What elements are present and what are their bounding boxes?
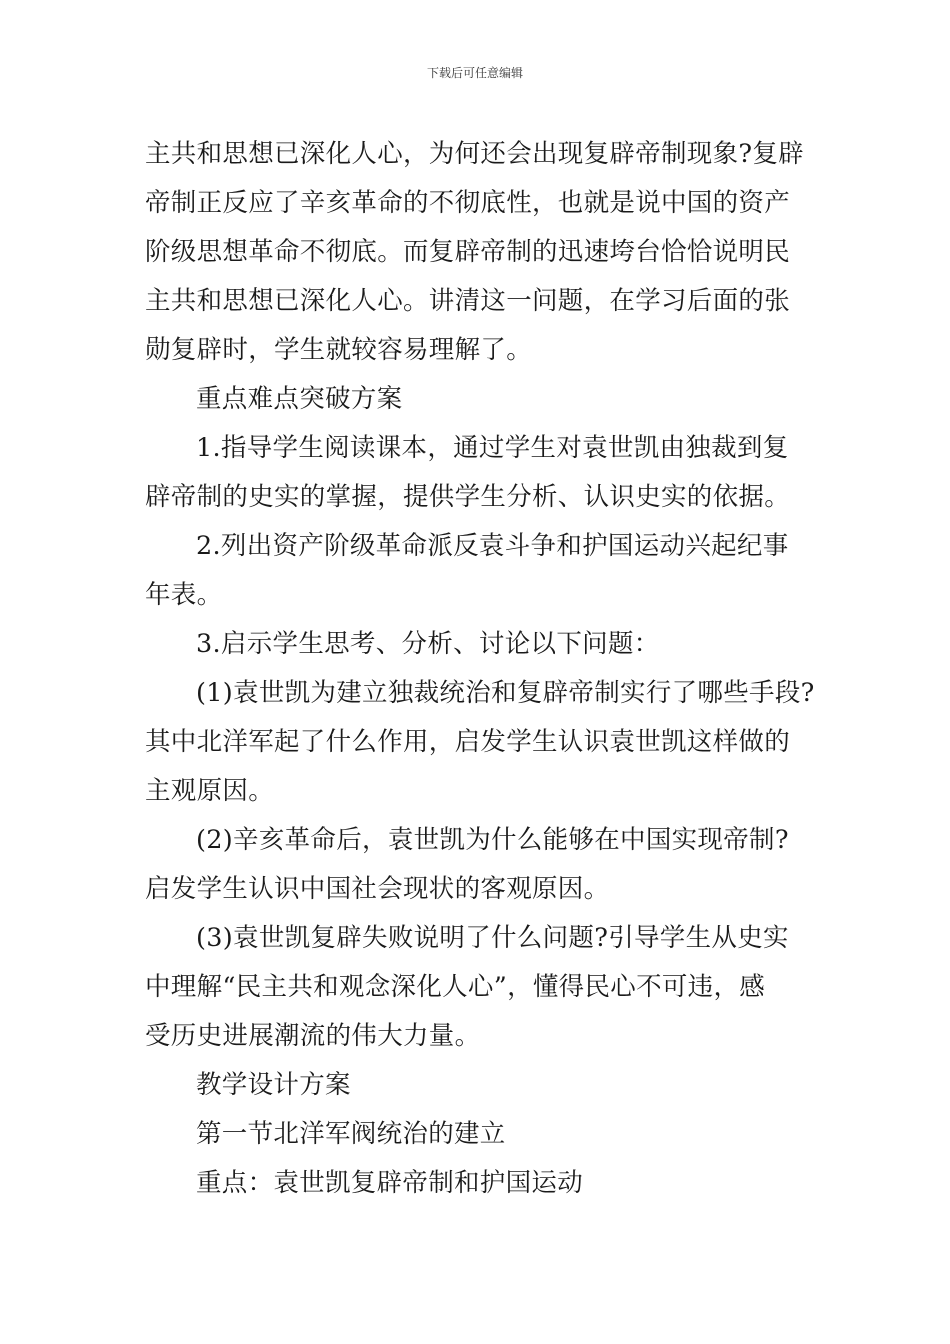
text-line: 中理解“民主共和观念深化人心”，懂得民心不可违，感 (145, 972, 766, 1002)
text-line: 主观原因。 (145, 776, 275, 806)
text-line: 受历史进展潮流的伟大力量。 (145, 1021, 481, 1051)
text-line: (2)辛亥革命后，袁世凯为什么能够在中国实现帝制? (196, 825, 789, 855)
document-body (145, 130, 813, 1208)
text-line: 2.列出资产阶级革命派反袁斗争和护国运动兴起纪事 (196, 531, 789, 561)
text-line: 主共和思想已深化人心，为何还会出现复辟帝制现象?复辟 (145, 139, 804, 169)
text-line: 1.指导学生阅读课本，通过学生对袁世凯由独裁到复 (196, 433, 789, 463)
text-line: 阶级思想革命不彻底。而复辟帝制的迅速垮台恰恰说明民 (145, 237, 791, 267)
page-header: 下载后可任意编辑 (426, 66, 523, 80)
text-line: 主共和思想已深化人心。讲清这一问题，在学习后面的张 (145, 286, 791, 316)
text-line: (1)袁世凯为建立独裁统治和复辟帝制实行了哪些手段? (196, 678, 815, 708)
text-line: 其中北洋军起了什么作用，启发学生认识袁世凯这样做的 (145, 727, 791, 757)
section-heading: 第一节北洋军阀统治的建立 (196, 1119, 506, 1149)
text-line: 帝制正反应了辛亥革命的不彻底性，也就是说中国的资产 (145, 188, 791, 218)
text-line: 启发学生认识中国社会现状的客观原因。 (145, 874, 610, 904)
text-line: 3.启示学生思考、分析、讨论以下问题： (196, 629, 660, 659)
text-line: 辟帝制的史实的掌握，提供学生分析、认识史实的依据。 (145, 482, 791, 512)
text-line: 勋复辟时，学生就较容易理解了。 (145, 335, 533, 365)
section-heading: 教学设计方案 (196, 1070, 351, 1100)
text-line: 年表。 (145, 580, 223, 610)
section-heading: 重点难点突破方案 (196, 384, 403, 414)
text-line: 重点：袁世凯复辟帝制和护国运动 (196, 1168, 584, 1198)
text-line: (3)袁世凯复辟失败说明了什么问题?引导学生从史实 (196, 923, 789, 953)
